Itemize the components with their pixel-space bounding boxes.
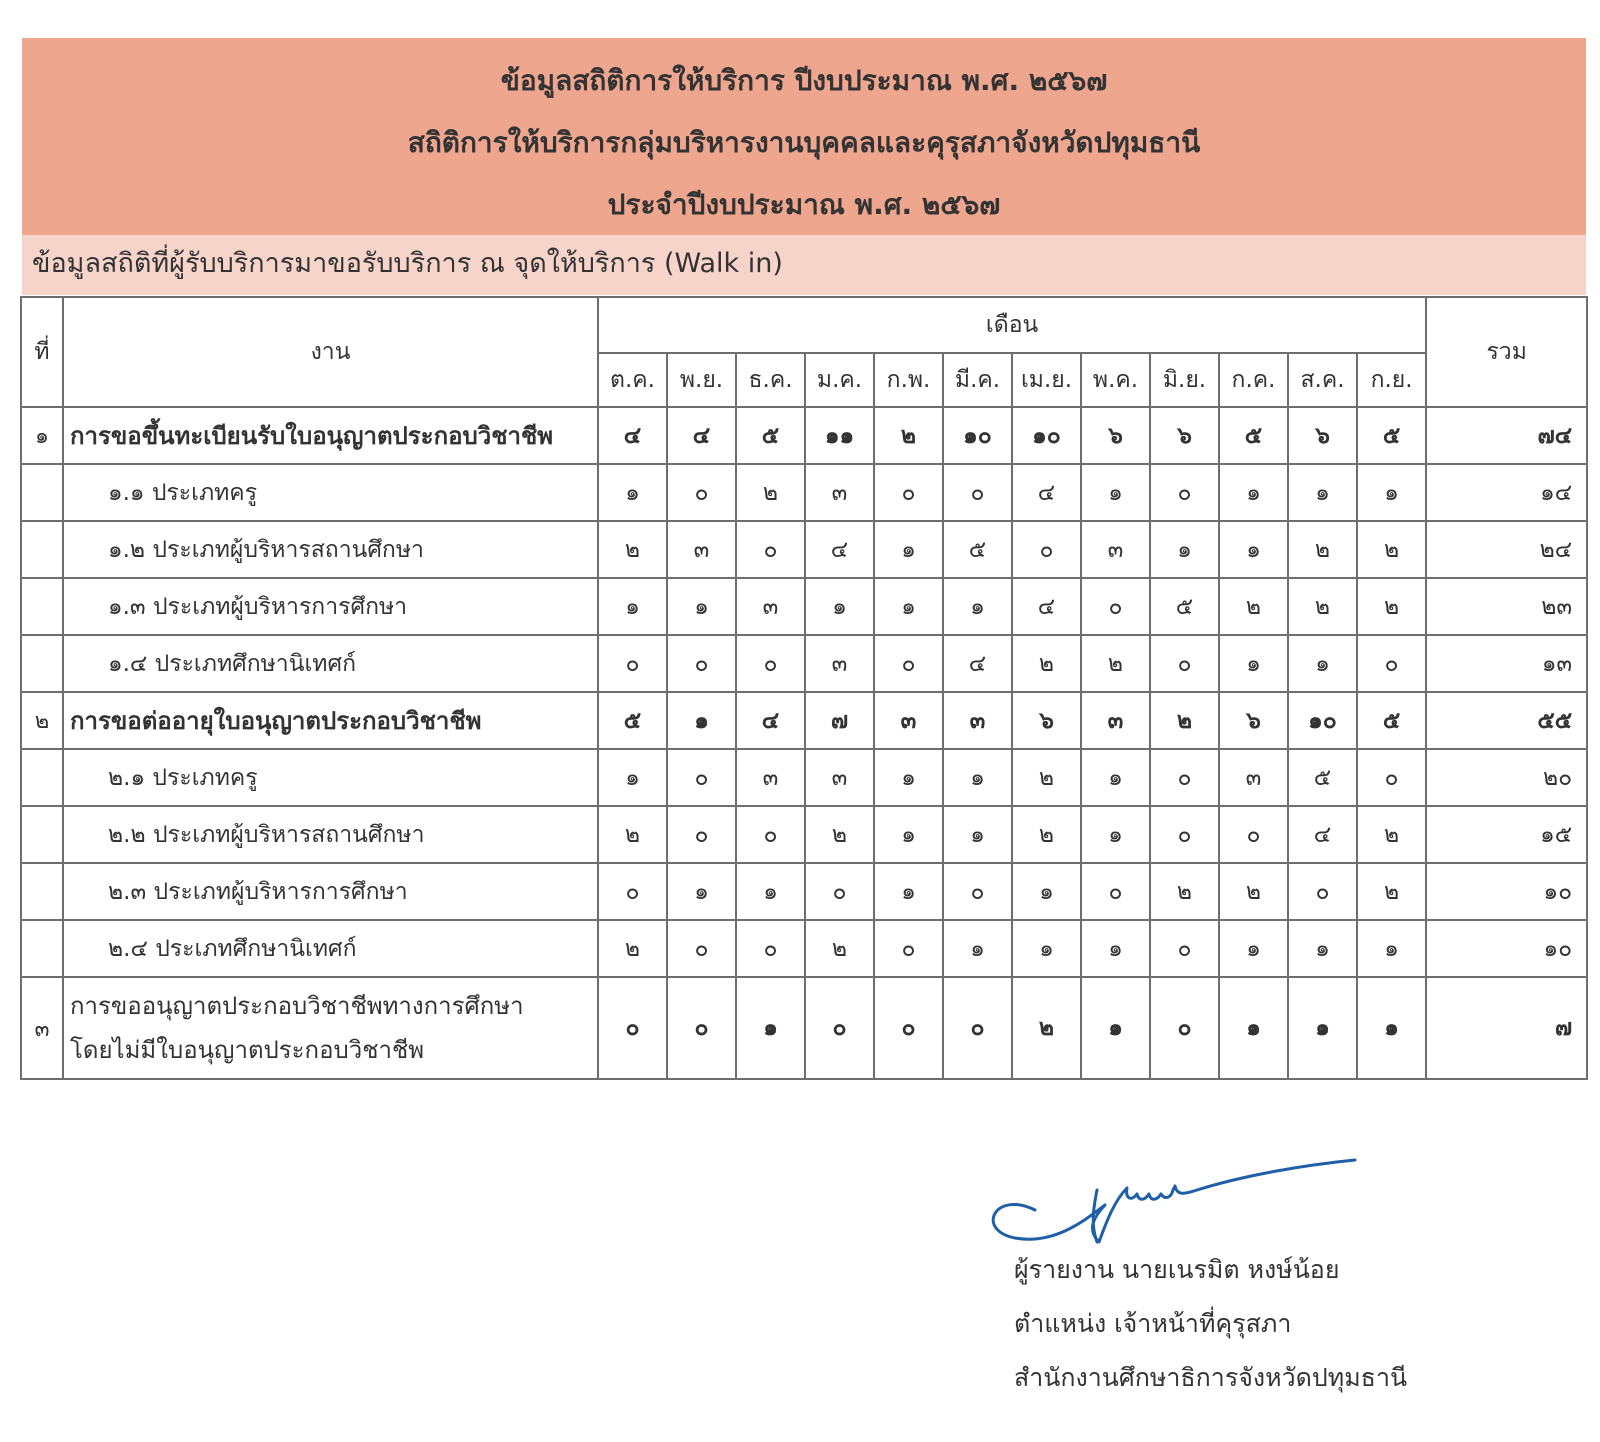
month-value: ๑ [1357,920,1426,977]
month-value: ๓ [805,635,874,692]
header-month: พ.ย. [667,353,736,407]
month-value: ๔ [1012,464,1081,521]
month-value: ๑๐ [1288,692,1357,749]
header-month: ก.ค. [1219,353,1288,407]
month-value: ๑ [1219,920,1288,977]
month-value: ๕ [1357,692,1426,749]
month-value: ๐ [1357,635,1426,692]
month-value: ๐ [1150,920,1219,977]
month-value: ๒ [1219,578,1288,635]
month-value: ๑ [1219,521,1288,578]
month-value: ๒ [598,806,667,863]
month-value: ๒ [1357,521,1426,578]
month-value: ๑ [874,749,943,806]
month-value: ๖ [1012,692,1081,749]
month-value: ๕ [1219,407,1288,464]
table-row-sub [21,578,1587,635]
header-month: ธ.ค. [736,353,805,407]
header-month: มี.ค. [943,353,1012,407]
header-total: รวม [1426,297,1587,407]
month-value: ๑ [598,749,667,806]
month-value: ๐ [874,920,943,977]
month-value: ๓ [667,521,736,578]
month-value: ๕ [1288,749,1357,806]
month-value: ๒ [598,521,667,578]
month-value: ๓ [943,692,1012,749]
month-value: ๓ [805,464,874,521]
task-name-line-1: การขออนุญาตประกอบวิชาชีพทางการศึกษา [70,992,524,1020]
month-value: ๑ [1081,749,1150,806]
title-line-1: ข้อมูลสถิติการให้บริการ ปีงบประมาณ พ.ศ. ๒๕๖๗ [500,64,1108,97]
month-value: ๑๐ [943,407,1012,464]
statistics-table [20,296,1588,1080]
reporter-position: ตำแหน่ง เจ้าหน้าที่คุรุสภา [1014,1309,1292,1338]
month-value: ๑ [1288,464,1357,521]
task-name: ๒.๔ ประเภทศึกษานิเทศก์ [63,920,598,977]
table-row-sub [21,806,1587,863]
month-value: ๐ [598,635,667,692]
month-value: ๑ [1288,977,1357,1079]
month-value: ๒ [1357,806,1426,863]
month-value: ๑ [1288,920,1357,977]
reporter-office: สำนักงานศึกษาธิการจังหวัดปทุมธานี [1014,1363,1408,1392]
row-number [21,578,63,635]
signature [975,1150,1365,1250]
row-total: ๑๓ [1426,635,1587,692]
table-row-sub [21,749,1587,806]
month-value: ๐ [1219,806,1288,863]
month-value: ๑ [1012,863,1081,920]
table-row-sub [21,521,1587,578]
month-value: ๑๐ [1012,407,1081,464]
table-row-sub [21,635,1587,692]
header-month: ต.ค. [598,353,667,407]
month-value: ๑ [1081,464,1150,521]
month-value: ๐ [1150,977,1219,1079]
task-name: ๑.๒ ประเภทผู้บริหารสถานศึกษา [63,521,598,578]
month-value: ๕ [598,692,667,749]
month-value: ๒ [1012,749,1081,806]
month-value: ๓ [736,749,805,806]
row-number [21,635,63,692]
month-value: ๑ [667,863,736,920]
month-value: ๒ [1150,692,1219,749]
month-value: ๐ [667,749,736,806]
month-value: ๔ [805,521,874,578]
month-value: ๐ [943,863,1012,920]
month-value: ๐ [1081,863,1150,920]
month-value: ๑ [736,863,805,920]
row-number: ๑ [21,407,63,464]
month-value: ๓ [805,749,874,806]
month-value: ๒ [805,920,874,977]
month-value: ๐ [1012,521,1081,578]
month-value: ๒ [1288,578,1357,635]
month-value: ๑ [1219,464,1288,521]
task-name: ๒.๑ ประเภทครู [63,749,598,806]
month-value: ๑ [943,578,1012,635]
task-name: การขอขึ้นทะเบียนรับใบอนุญาตประกอบวิชาชีพ [63,407,598,464]
row-total: ๒๔ [1426,521,1587,578]
month-value: ๒ [1150,863,1219,920]
header-month: ม.ค. [805,353,874,407]
header-month: ก.ย. [1357,353,1426,407]
month-value: ๑ [736,977,805,1079]
month-value: ๐ [1357,749,1426,806]
row-total: ๑๐ [1426,920,1587,977]
month-value: ๐ [1150,635,1219,692]
month-value: ๒ [736,464,805,521]
task-name: ๑.๓ ประเภทผู้บริหารการศึกษา [63,578,598,635]
task-name: ๒.๒ ประเภทผู้บริหารสถานศึกษา [63,806,598,863]
month-value: ๑ [1150,521,1219,578]
month-value: ๐ [667,806,736,863]
month-value: ๐ [1150,806,1219,863]
header-task: งาน [63,297,598,407]
month-value: ๖ [1219,692,1288,749]
month-value: ๔ [943,635,1012,692]
task-name [63,977,598,1079]
header-no: ที่ [21,297,63,407]
table-row-sub [21,464,1587,521]
month-value: ๐ [874,635,943,692]
month-value: ๐ [598,977,667,1079]
month-value: ๔ [598,407,667,464]
row-number [21,920,63,977]
month-value: ๓ [874,692,943,749]
month-value: ๔ [667,407,736,464]
month-value: ๒ [1288,521,1357,578]
month-value: ๖ [1150,407,1219,464]
month-value: ๑ [1081,806,1150,863]
month-value: ๓ [1081,692,1150,749]
month-value: ๑ [1288,635,1357,692]
month-value: ๐ [1288,863,1357,920]
header-month: พ.ค. [1081,353,1150,407]
task-name: การขอต่ออายุใบอนุญาตประกอบวิชาชีพ [63,692,598,749]
month-value: ๑ [1081,977,1150,1079]
header-month: เม.ย. [1012,353,1081,407]
title-line-2: สถิติการให้บริการกลุ่มบริหารงานบุคคลและคุรุสภาจังหวัดปทุมธานี [407,126,1201,159]
row-total: ๕๕ [1426,692,1587,749]
month-value: ๑ [598,464,667,521]
month-value: ๐ [667,977,736,1079]
month-value: ๓ [736,578,805,635]
task-name-line-2: โดยไม่มีใบอนุญาตประกอบวิชาชีพ [70,1036,425,1064]
month-value: ๐ [667,635,736,692]
month-value: ๒ [1012,635,1081,692]
row-total: ๗๔ [1426,407,1587,464]
month-value: ๕ [1357,407,1426,464]
header-month: มิ.ย. [1150,353,1219,407]
reporter-name: ผู้รายงาน นายเนรมิต หงษ์น้อย [1014,1255,1340,1284]
row-number [21,806,63,863]
month-value: ๑ [874,521,943,578]
month-value: ๕ [736,407,805,464]
month-value: ๑ [943,749,1012,806]
row-total: ๑๔ [1426,464,1587,521]
row-total: ๑๐ [1426,863,1587,920]
row-total: ๑๕ [1426,806,1587,863]
month-value: ๑ [1219,635,1288,692]
month-value: ๐ [736,920,805,977]
month-value: ๕ [1150,578,1219,635]
row-number: ๓ [21,977,63,1079]
month-value: ๑ [1081,920,1150,977]
month-value: ๐ [1081,578,1150,635]
month-value: ๐ [736,521,805,578]
month-value: ๑ [874,863,943,920]
month-value: ๑ [1219,977,1288,1079]
month-value: ๒ [1081,635,1150,692]
month-value: ๖ [1288,407,1357,464]
row-number [21,863,63,920]
table-row-sub [21,863,1587,920]
month-value: ๒ [1357,578,1426,635]
row-number [21,749,63,806]
month-value: ๐ [943,977,1012,1079]
task-name: ๑.๔ ประเภทศึกษานิเทศก์ [63,635,598,692]
month-value: ๑ [943,806,1012,863]
month-value: ๕ [943,521,1012,578]
month-value: ๐ [667,920,736,977]
month-value: ๐ [598,863,667,920]
month-value: ๑ [943,920,1012,977]
table-row-main [21,692,1587,749]
month-value: ๒ [1012,806,1081,863]
month-value: ๒ [1219,863,1288,920]
header-month: ส.ค. [1288,353,1357,407]
month-value: ๐ [736,806,805,863]
month-value: ๓ [1219,749,1288,806]
table-row-sub [21,920,1587,977]
month-value: ๐ [805,977,874,1079]
month-value: ๗ [805,692,874,749]
month-value: ๐ [874,464,943,521]
month-value: ๐ [874,977,943,1079]
month-value: ๔ [1012,578,1081,635]
month-value: ๑ [598,578,667,635]
row-total: ๒๓ [1426,578,1587,635]
month-value: ๐ [736,635,805,692]
month-value: ๔ [736,692,805,749]
month-value: ๑ [667,578,736,635]
month-value: ๔ [1288,806,1357,863]
month-value: ๐ [805,863,874,920]
header-month: ก.พ. [874,353,943,407]
row-total: ๒๐ [1426,749,1587,806]
month-value: ๓ [1081,521,1150,578]
table-row-main [21,407,1587,464]
task-name: ๑.๑ ประเภทครู [63,464,598,521]
month-value: ๑ [1357,977,1426,1079]
title-line-3: ประจำปีงบประมาณ พ.ศ. ๒๕๖๗ [607,188,1001,221]
month-value: ๒ [598,920,667,977]
month-value: ๑ [1012,920,1081,977]
row-number: ๒ [21,692,63,749]
month-value: ๑ [1357,464,1426,521]
header-months-group: เดือน [598,297,1426,353]
month-value: ๐ [667,464,736,521]
month-value: ๒ [805,806,874,863]
month-value: ๑ [805,578,874,635]
month-value: ๒ [1357,863,1426,920]
task-name: ๒.๓ ประเภทผู้บริหารการศึกษา [63,863,598,920]
reporter-block [1014,1243,1407,1405]
month-value: ๑ [874,806,943,863]
row-total: ๗ [1426,977,1587,1079]
section-subtitle: ข้อมูลสถิติที่ผู้รับบริการมาขอรับบริการ ณ จุดให้บริการ (Walk in) [22,235,1586,295]
month-value: ๐ [1150,464,1219,521]
month-value: ๐ [1150,749,1219,806]
month-value: ๑ [874,578,943,635]
month-value: ๒ [1012,977,1081,1079]
month-value: ๑๑ [805,407,874,464]
row-number [21,521,63,578]
month-value: ๐ [943,464,1012,521]
month-value: ๖ [1081,407,1150,464]
table-row-main [21,977,1587,1079]
title-banner [22,38,1586,235]
month-value: ๑ [667,692,736,749]
month-value: ๒ [874,407,943,464]
row-number [21,464,63,521]
